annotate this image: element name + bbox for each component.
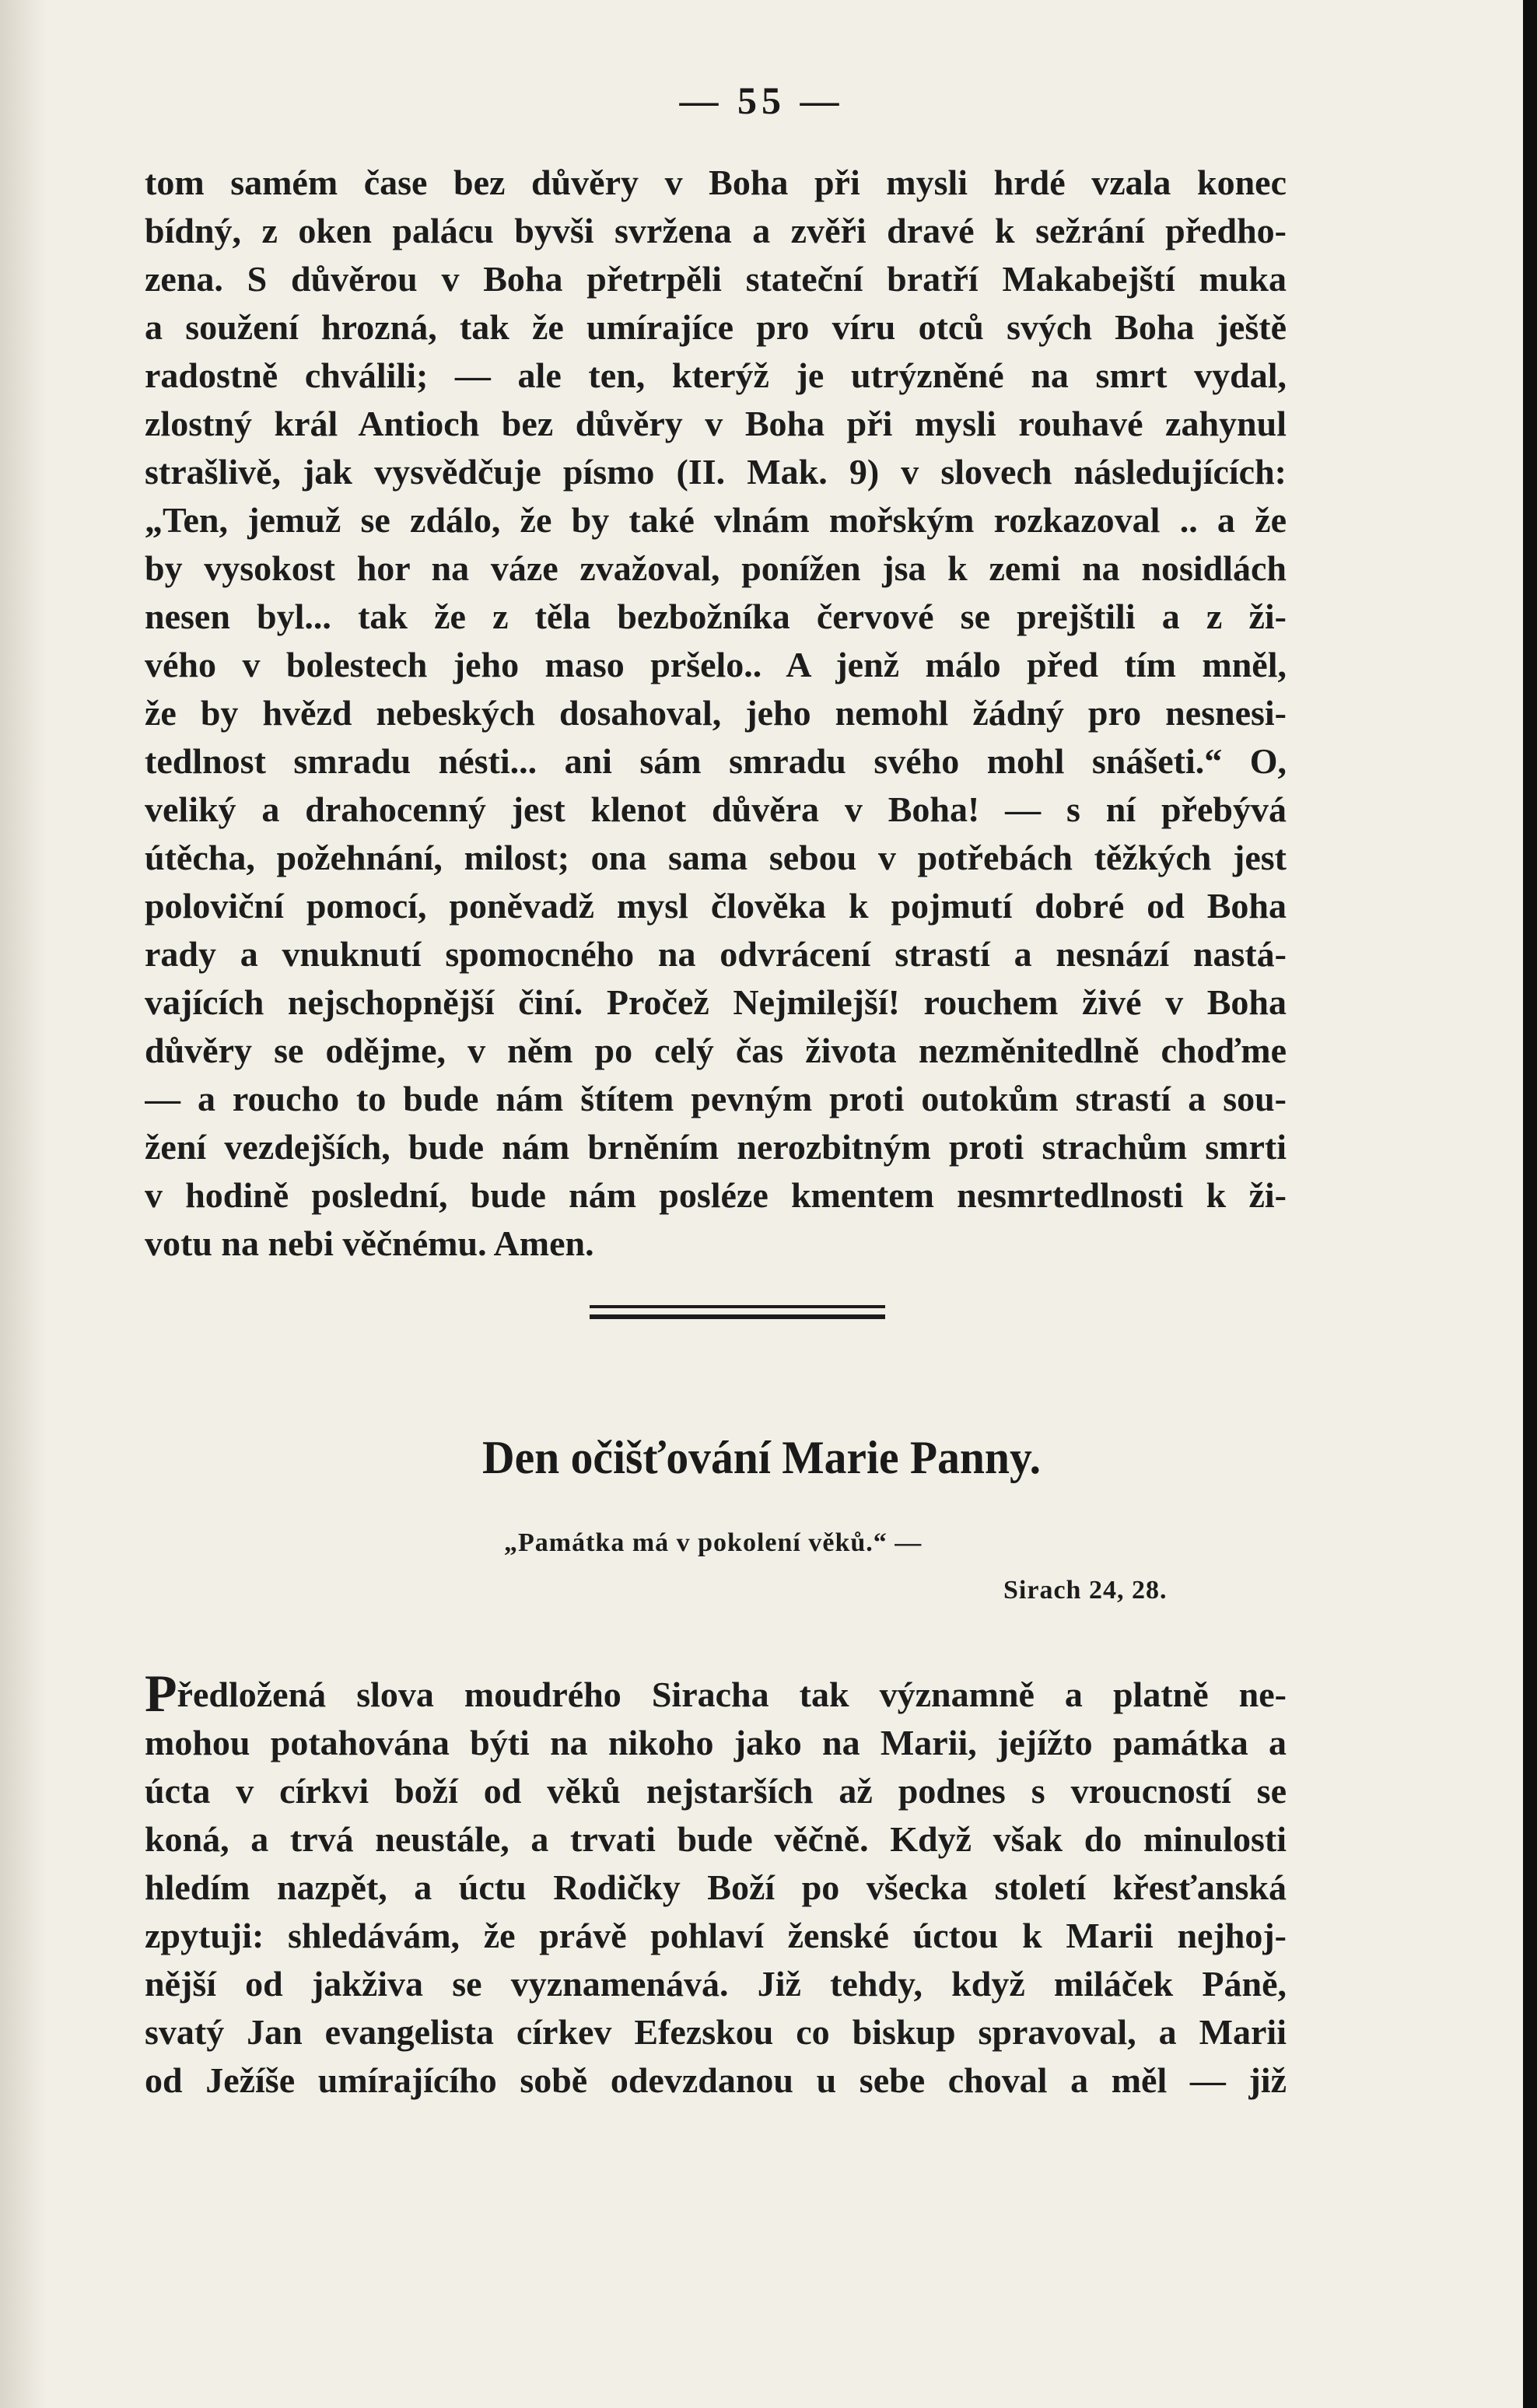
text-line: „Ten, jemuž se zdálo, že by také vlnám mořským rozkazoval .. a že <box>145 500 1287 540</box>
text-line: svatý Jan evangelista církev Efezskou co biskup spravoval, a Marii <box>145 2012 1287 2052</box>
text-line: důvěry se odějme, v něm po celý čas života nezměnitedlně choďme <box>145 1031 1287 1070</box>
section-heading: Den očišťování Marie Panny. <box>481 1432 1041 1483</box>
text-line: od Ježíše umírajícího sobě odevzdanou u sebe choval a měl — již <box>145 2060 1287 2100</box>
text-line: zena. S důvěrou v Boha přetrpěli stateční bratří Makabejští muka <box>145 259 1287 299</box>
text-line: úcta v církvi boží od věků nejstarších až podnes s vroucností se <box>145 1771 1287 1811</box>
text-line: zpytuji: shledávám, že právě pohlaví ženské úctou k Marii nejhoj- <box>145 1916 1287 1955</box>
text-line: veliký a drahocenný jest klenot důvěra v Boha! — s ní přebývá <box>145 789 1287 829</box>
text-line: rady a vnuknutí spomocného na odvrácení strastí a nesnází nastá- <box>145 934 1287 974</box>
text-line: — a roucho to bude nám štítem pevným proti outokům strastí a sou- <box>145 1079 1287 1118</box>
text-line: strašlivě, jak vysvědčuje písmo (II. Mak. 9) v slovech následujících: <box>145 452 1287 492</box>
text-line: vajících nejschopnější činí. Pročež Nejmilejší! rouchem živé v Boha <box>145 982 1287 1022</box>
text-line: tom samém čase bez důvěry v Boha při mysli hrdé vzala konec <box>145 163 1287 202</box>
text-line: koná, a trvá neustále, a trvati bude věčně. Když však do minulosti <box>145 1819 1287 1859</box>
text-line: a soužení hrozná, tak že umírajíce pro víru otců svých Boha ještě <box>145 307 1287 347</box>
text-line: radostně chválili; — ale ten, kterýž je utrýzněné na smrt vydal, <box>145 355 1287 395</box>
text-line: že by hvězd nebeských dosahoval, jeho nemohl žádný pro nesnesi- <box>145 693 1287 733</box>
text-line: zlostný král Antioch bez důvěry v Boha při mysli rouhavé zahynul <box>145 404 1287 443</box>
section-divider-thin <box>590 1305 885 1308</box>
drop-cap: P <box>145 1671 177 1719</box>
text-line: hledím nazpět, a úctu Rodičky Boží po všecka století křesťanská <box>145 1867 1287 1907</box>
upper-paragraph <box>145 159 1287 1268</box>
text-line: bídný, z oken palácu byvši svržena a zvěři dravé k sežrání předho- <box>145 211 1287 250</box>
section-divider-thick <box>590 1314 885 1319</box>
epigraph-source: Sirach 24, 28. <box>1003 1576 1168 1605</box>
text-line: nější od jakživa se vyznamenává. Již tehdy, když miláček Páně, <box>145 1964 1287 2004</box>
text-line: nesen byl... tak že z těla bezbožníka červové se prejštili a z ži- <box>145 597 1287 636</box>
epigraph-quote: „Památka má v pokolení věků.“ — <box>504 1528 923 1557</box>
lower-paragraph <box>145 1671 1287 2105</box>
first-line <box>145 1671 1287 1719</box>
text-line: poloviční pomocí, poněvadž mysl člověka k pojmutí dobré od Boha <box>145 886 1287 926</box>
text-line: by vysokost hor na váze zvažoval, ponížen jsa k zemi na nosidlách <box>145 548 1287 588</box>
text-line: v hodině poslední, bude nám posléze kmentem nesmrtedlnosti k ži- <box>145 1175 1287 1215</box>
first-line-text: ředložená slova moudrého Siracha tak významně a platně ne- <box>177 1675 1287 1714</box>
text-line: tedlnost smradu nésti... ani sám smradu svého mohl snášeti.“ O, <box>145 741 1287 781</box>
text-line: útěcha, požehnání, milost; ona sama sebou v potřebách těžkých jest <box>145 838 1287 877</box>
text-line: mohou potahována býti na nikoho jako na Marii, jejížto památka a <box>145 1723 1287 1762</box>
text-line: votu na nebi věčnému. Amen. <box>145 1223 594 1263</box>
binding-shadow <box>0 0 47 2408</box>
scan-border <box>1523 0 1537 2408</box>
page-number: — 55 — <box>679 79 844 122</box>
text-line: vého v bolestech jeho maso pršelo.. A jenž málo před tím mněl, <box>145 645 1287 684</box>
text-line: žení vezdejších, bude nám brněním nerozbitným proti strachům smrti <box>145 1127 1287 1167</box>
